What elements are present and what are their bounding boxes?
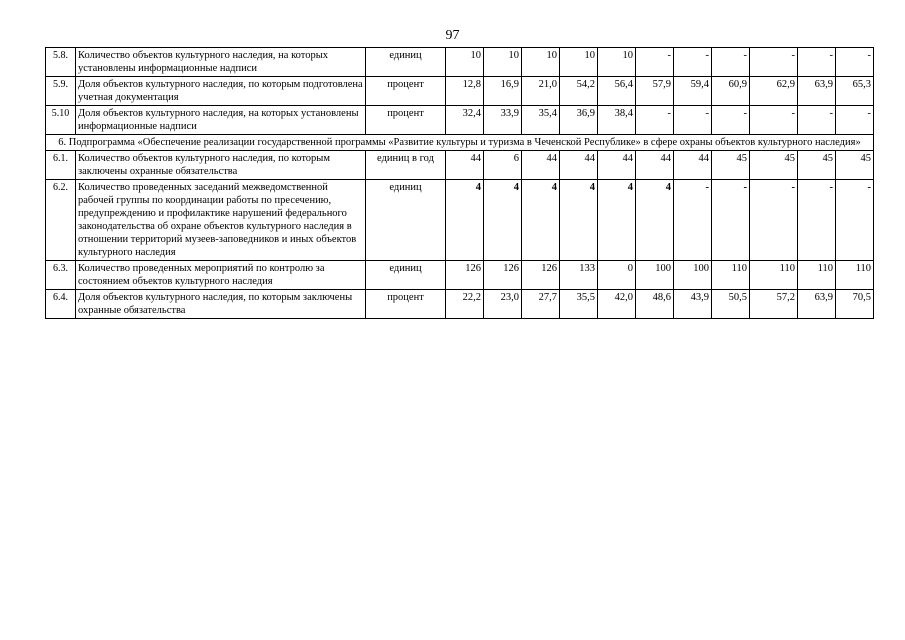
value-cell: 100 [636,261,674,290]
value-cell: 42,0 [598,290,636,319]
row-number: 6.1. [46,151,76,180]
row-number: 6.2. [46,180,76,261]
value-cell: 43,9 [674,290,712,319]
value-cell: 10 [522,48,560,77]
value-cell: - [750,106,798,135]
value-cell: - [836,106,874,135]
value-cell: - [636,48,674,77]
indicators-table [45,47,874,319]
value-cell: 126 [522,261,560,290]
value-cell: 10 [484,48,522,77]
section-row [46,135,874,151]
value-cell: 12,8 [446,77,484,106]
section-title: 6. Подпрограмма «Обеспечение реализации государственной программы «Развитие культуры и туризма в Чеченской Республике» в сфере охраны объектов культурного наследия» [46,135,874,151]
unit-cell: процент [366,77,446,106]
value-cell: 45 [798,151,836,180]
value-cell: - [836,48,874,77]
row-number: 5.8. [46,48,76,77]
value-cell: - [798,106,836,135]
indicator-name: Количество объектов культурного наследия, по которым заключены охранные обязательства [76,151,366,180]
value-cell: 44 [636,151,674,180]
value-cell: 133 [560,261,598,290]
unit-cell: единиц [366,180,446,261]
value-cell: 35,5 [560,290,598,319]
value-cell: 126 [484,261,522,290]
unit-cell: единиц в год [366,151,446,180]
row-number: 5.10 [46,106,76,135]
value-cell: 59,4 [674,77,712,106]
value-cell: 32,4 [446,106,484,135]
value-cell: 4 [560,180,598,261]
value-cell: 45 [712,151,750,180]
value-cell: 16,9 [484,77,522,106]
value-cell: 110 [750,261,798,290]
value-cell: 4 [598,180,636,261]
value-cell: 110 [712,261,750,290]
value-cell: 56,4 [598,77,636,106]
value-cell: 44 [674,151,712,180]
value-cell: 48,6 [636,290,674,319]
value-cell: 6 [484,151,522,180]
value-cell: - [750,180,798,261]
value-cell: 27,7 [522,290,560,319]
value-cell: 65,3 [836,77,874,106]
value-cell: - [636,106,674,135]
table-row [46,261,874,290]
value-cell: 63,9 [798,77,836,106]
value-cell: 44 [522,151,560,180]
value-cell: - [750,48,798,77]
value-cell: - [674,106,712,135]
value-cell: 22,2 [446,290,484,319]
value-cell: - [798,48,836,77]
value-cell: 0 [598,261,636,290]
row-number: 5.9. [46,77,76,106]
value-cell: 4 [636,180,674,261]
value-cell: 35,4 [522,106,560,135]
value-cell: 38,4 [598,106,636,135]
value-cell: 36,9 [560,106,598,135]
indicator-name: Доля объектов культурного наследия, по которым подготовлена учетная документация [76,77,366,106]
value-cell: - [712,180,750,261]
indicator-name: Доля объектов культурного наследия, на которых установлены информационные надписи [76,106,366,135]
value-cell: 45 [836,151,874,180]
indicator-name: Количество объектов культурного наследия, на которых установлены информационные надписи [76,48,366,77]
value-cell: 57,9 [636,77,674,106]
row-number: 6.4. [46,290,76,319]
page-number: 97 [445,28,460,43]
table-row [46,290,874,319]
indicator-name: Количество проведенных заседаний межведомственной рабочей группы по координации работы по пресечению, предупреждению и профилактике нарушений федерального законодательства об охране объектов культурного наследия в отношении территорий музеев-заповедников и иных объектов культурного наследия [76,180,366,261]
value-cell: 50,5 [712,290,750,319]
value-cell: - [712,106,750,135]
value-cell: 10 [598,48,636,77]
value-cell: 23,0 [484,290,522,319]
value-cell: 45 [750,151,798,180]
table-row [46,48,874,77]
value-cell: 100 [674,261,712,290]
value-cell: - [674,180,712,261]
table-row [46,180,874,261]
value-cell: - [674,48,712,77]
value-cell: 10 [446,48,484,77]
value-cell: - [798,180,836,261]
table-row [46,151,874,180]
indicator-name: Количество проведенных мероприятий по контролю за состоянием объектов культурного наследия [76,261,366,290]
value-cell: 60,9 [712,77,750,106]
value-cell: 70,5 [836,290,874,319]
table-row [46,77,874,106]
value-cell: 4 [484,180,522,261]
value-cell: 110 [836,261,874,290]
unit-cell: единиц [366,48,446,77]
row-number: 6.3. [46,261,76,290]
table-row [46,106,874,135]
value-cell: 33,9 [484,106,522,135]
value-cell: 62,9 [750,77,798,106]
value-cell: 44 [598,151,636,180]
value-cell: 63,9 [798,290,836,319]
indicator-name: Доля объектов культурного наследия, по которым заключены охранные обязательства [76,290,366,319]
value-cell: 21,0 [522,77,560,106]
value-cell: 110 [798,261,836,290]
value-cell: 44 [446,151,484,180]
unit-cell: единиц [366,261,446,290]
value-cell: - [712,48,750,77]
value-cell: - [836,180,874,261]
value-cell: 10 [560,48,598,77]
value-cell: 44 [560,151,598,180]
unit-cell: процент [366,290,446,319]
value-cell: 54,2 [560,77,598,106]
value-cell: 57,2 [750,290,798,319]
value-cell: 4 [522,180,560,261]
value-cell: 4 [446,180,484,261]
unit-cell: процент [366,106,446,135]
value-cell: 126 [446,261,484,290]
